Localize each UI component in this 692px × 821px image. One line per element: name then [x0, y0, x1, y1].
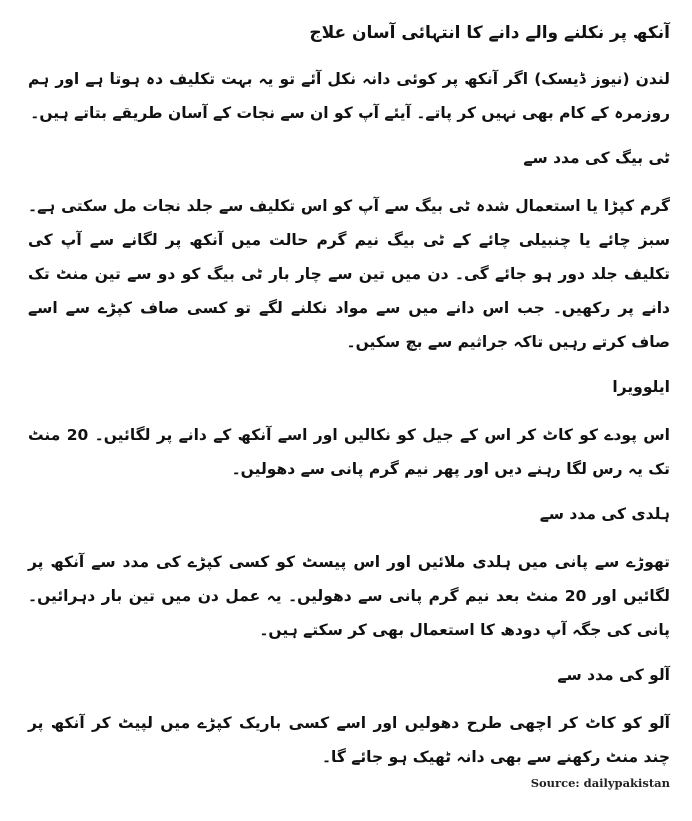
source-credit: Source: dailypakistan: [530, 776, 670, 790]
section-heading-potato: آلو کی مدد سے: [557, 666, 670, 684]
section-body-tea-bag: گرم کپڑا یا استعمال شدہ ٹی بیگ سے آپ کو اس تکلیف سے جلد نجات مل سکتی ہے۔ سبز چائے یا چنبیلی چائے کے ٹی بیگ نیم گرم حالت میں آنکھ پر لگانے سے آپ کی تکلیف جلد دور ہو جائے گی۔ دن میں تین سے چار بار ٹی بیگ کو دو سے تین منٹ تک دانے پر رکھیں۔ جب اس دانے میں سے مواد نکلنے لگے تو کسی صاف کپڑے سے اسے صاف کرتے رہیں تاکہ جراثیم سے بچ سکیں۔: [28, 197, 670, 351]
section-heading-tea-bag: ٹی بیگ کی مدد سے: [523, 149, 670, 167]
article-body: [28, 18, 670, 787]
section-heading-aloe-vera: ایلوویرا: [612, 378, 670, 396]
section-body-potato: آلو کو کاٹ کر اچھی طرح دھولیں اور اسے کسی باریک کپڑے میں لپیٹ کر آنکھ پر چند منٹ رکھنے سے بھی دانہ ٹھیک ہو جائے گا۔: [28, 714, 670, 766]
article-title: آنکھ پر نکلنے والے دانے کا انتہائی آسان علاج: [309, 23, 670, 43]
section-heading-turmeric: ہلدی کی مدد سے: [539, 505, 670, 523]
section-body-aloe-vera: اس پودے کو کاٹ کر اس کے جیل کو نکالیں اور اسے آنکھ کے دانے پر لگائیں۔ 20 منٹ تک یہ رس لگا رہنے دیں اور پھر نیم گرم پانی سے دھولیں۔: [28, 426, 670, 478]
section-body-turmeric: تھوڑے سے پانی میں ہلدی ملائیں اور اس پیسٹ کو کسی کپڑے کی مدد سے آنکھ پر لگائیں اور 20 منٹ بعد نیم گرم پانی سے دھولیں۔ یہ عمل دن میں تین بار دہرائیں۔ پانی کی جگہ آپ دودھ کا استعمال بھی کر سکتے ہیں۔: [28, 553, 670, 639]
intro-paragraph: لندن (نیوز ڈیسک) اگر آنکھ پر کوئی دانہ نکل آئے تو یہ بہت تکلیف دہ ہوتا ہے اور ہم روزمرہ کے کام بھی نہیں کر پاتے۔ آیئے آپ کو ان سے نجات کے آسان طریقے بتاتے ہیں۔: [28, 70, 670, 122]
